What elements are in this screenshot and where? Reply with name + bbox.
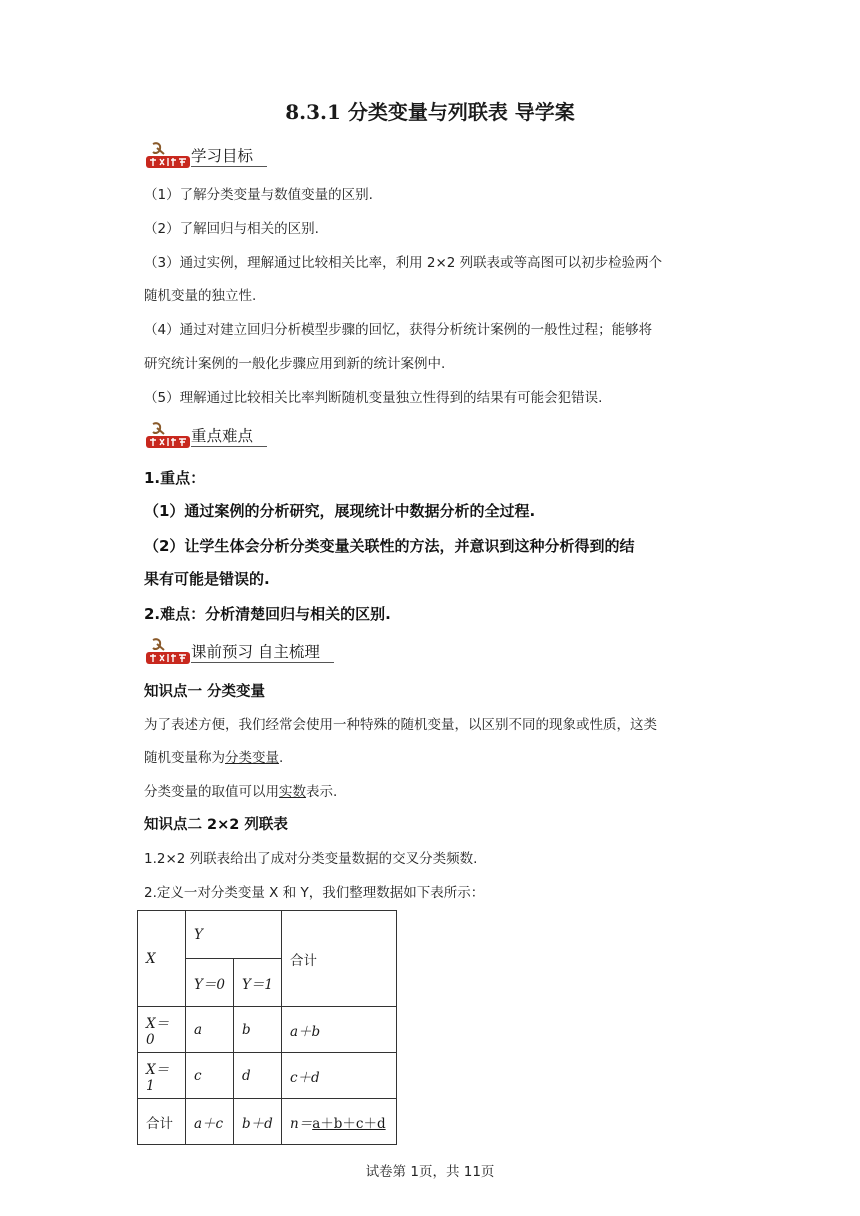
table-cell: c (186, 1053, 234, 1099)
table-cell: 合计 (138, 1099, 186, 1145)
underlined-answer: a＋b＋c＋d (312, 1115, 386, 1132)
objective-line: 随机变量的独立性. (144, 288, 257, 304)
key-point: （1）通过案例的分析研究，展现统计中数据分析的全过程. (144, 502, 536, 520)
key-point: 果有可能是错误的. (144, 570, 270, 588)
section-title: 学习目标 (191, 146, 267, 167)
objective-line: （2）了解回归与相关的区别. (144, 221, 319, 237)
text: 随机变量称为 (144, 750, 225, 766)
table-cell: a＋b (282, 1007, 397, 1053)
text: . (279, 750, 284, 766)
table-cell (282, 1099, 397, 1145)
key-heading: 1.重点： (144, 469, 206, 487)
table-header-y: Y (186, 911, 282, 959)
table-row (138, 1099, 397, 1145)
table-cell: X＝0 (138, 1007, 186, 1053)
objective-line: 研究统计案例的一般化步骤应用到新的统计案例中. (144, 356, 446, 372)
section-title: 课前预习 自主梳理 (191, 642, 334, 663)
paragraph-line: 2.定义一对分类变量 X 和 Y，我们整理数据如下表所示： (144, 885, 485, 901)
text: 分类变量的取值可以用 (144, 784, 279, 800)
paragraph-line (144, 748, 283, 768)
table-header-total: 合计 (282, 911, 397, 1007)
table-cell: d (234, 1053, 282, 1099)
table-cell: a (186, 1007, 234, 1053)
table-row (138, 1007, 397, 1053)
page-title: 8.3.1 分类变量与列联表 导学案 (285, 100, 575, 124)
text: n＝ (290, 1115, 313, 1132)
table-cell: X＝1 (138, 1053, 186, 1099)
table-header-y1: Y＝1 (234, 959, 282, 1007)
objective-line: （1）了解分类变量与数值变量的区别. (144, 187, 373, 203)
table-cell: c＋d (282, 1053, 397, 1099)
paragraph-line: 为了表述方便，我们经常会使用一种特殊的随机变量，以区别不同的现象或性质，这类 (144, 717, 657, 733)
knowledge-point-title: 知识点二 2×2 列联表 (144, 817, 288, 833)
section-badge-icon (144, 636, 192, 670)
underlined-answer: 实数 (279, 784, 306, 800)
contingency-table (137, 910, 397, 1145)
objective-line: （4）通过对建立回归分析模型步骤的回忆，获得分析统计案例的一般性过程；能够将 (144, 322, 653, 338)
paragraph-line (144, 782, 337, 802)
section-badge-icon (144, 140, 192, 174)
table-header-y0: Y＝0 (186, 959, 234, 1007)
table-cell: a＋c (186, 1099, 234, 1145)
page-footer: 试卷第 1页，共 11页 (365, 1164, 495, 1180)
section-title: 重点难点 (191, 426, 267, 447)
difficulty: 2.难点：分析清楚回归与相关的区别. (144, 605, 391, 623)
table-cell: b＋d (234, 1099, 282, 1145)
text: 表示. (306, 784, 338, 800)
paragraph-line: 1.2×2 列联表给出了成对分类变量数据的交叉分类频数. (144, 851, 478, 867)
underlined-answer: 分类变量 (225, 750, 279, 766)
table-cell: b (234, 1007, 282, 1053)
objective-line: （5）理解通过比较相关比率判断随机变量独立性得到的结果有可能会犯错误. (144, 390, 603, 406)
objective-line: （3）通过实例，理解通过比较相关比率，利用 2×2 列联表或等高图可以初步检验两个 (144, 255, 663, 271)
section-badge-icon (144, 420, 192, 454)
table-row (138, 1053, 397, 1099)
knowledge-point-title: 知识点一 分类变量 (144, 684, 266, 700)
key-point: （2）让学生体会分析分类变量关联性的方法，并意识到这种分析得到的结 (144, 537, 635, 555)
table-header-x: X (138, 911, 186, 1007)
